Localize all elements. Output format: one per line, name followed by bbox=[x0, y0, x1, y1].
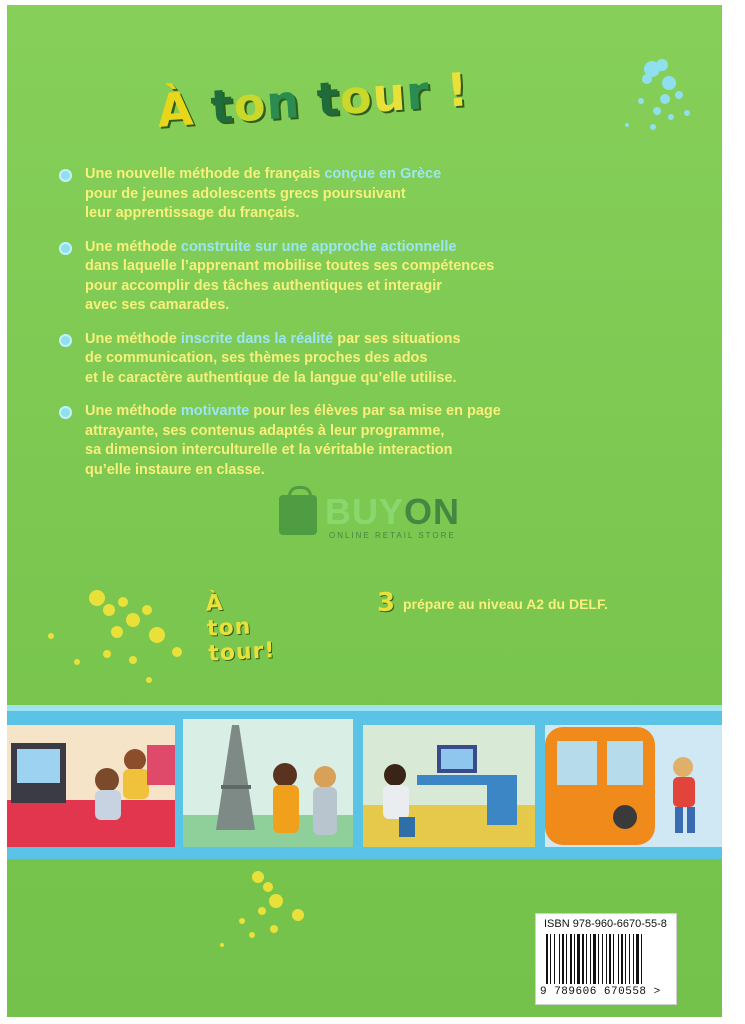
barcode-bar bbox=[566, 934, 567, 984]
title-char: u bbox=[370, 66, 409, 123]
barcode-bar bbox=[602, 934, 603, 984]
bullet-line bbox=[85, 402, 577, 422]
barcode-bar bbox=[554, 934, 555, 984]
feature-bullet bbox=[57, 402, 577, 480]
body-text: qu’elle instaure en classe. bbox=[85, 461, 265, 478]
barcode-bar bbox=[633, 934, 634, 984]
body-text: Une méthode bbox=[85, 238, 181, 255]
barcode-bar bbox=[598, 934, 599, 984]
barcode-bar bbox=[559, 934, 560, 984]
panel-living-room-illustration bbox=[7, 725, 175, 847]
bullet-dot-icon bbox=[59, 242, 72, 255]
bullet-line bbox=[85, 204, 577, 224]
watermark-brand bbox=[325, 491, 460, 533]
highlighted-text: motivante bbox=[180, 403, 250, 419]
barcode-bar bbox=[621, 934, 623, 984]
feature-bullet bbox=[57, 330, 577, 389]
barcode-bar bbox=[570, 934, 572, 984]
body-text: leur apprentissage du français. bbox=[85, 205, 300, 221]
body-text: par ses situations bbox=[333, 330, 461, 347]
panel-computer-desk-illustration bbox=[363, 725, 535, 847]
highlighted-text: inscrite dans la réalité bbox=[180, 330, 334, 347]
body-text: pour de jeunes adolescents grecs poursuivant bbox=[85, 185, 406, 202]
isbn-label: ISBN 978-960-6670-55-8 bbox=[544, 918, 667, 930]
shopping-bag-icon bbox=[279, 495, 317, 535]
bullet-line bbox=[85, 296, 577, 316]
highlighted-text: conçue en Grèce bbox=[324, 166, 442, 182]
bullet-line bbox=[85, 165, 577, 185]
barcode-bar bbox=[629, 934, 630, 984]
body-text: pour les élèves par sa mise en page bbox=[249, 403, 501, 419]
barcode-bar bbox=[593, 934, 596, 984]
body-text: dans laquelle l’apprenant mobilise toutes ses compétences bbox=[85, 258, 495, 274]
body-text: attrayante, ses contenus adaptés à leur programme, bbox=[85, 422, 445, 439]
title-char: o bbox=[231, 76, 269, 133]
barcode-bar bbox=[618, 934, 619, 984]
bullet-line bbox=[85, 277, 577, 297]
barcode-bar bbox=[641, 934, 642, 984]
barcode-bar bbox=[625, 934, 626, 984]
bullet-line bbox=[85, 238, 577, 258]
yellow-splash-decoration bbox=[37, 580, 197, 700]
body-text: pour accomplir des tâches authentiques et interagir bbox=[85, 277, 442, 294]
delf-text: prépare au niveau A2 du DELF. bbox=[403, 596, 608, 612]
barcode-bar bbox=[582, 934, 584, 984]
title-char: n bbox=[264, 73, 302, 131]
body-text: et le caractère authentique de la langue qu’elle utilise. bbox=[85, 369, 457, 386]
back-cover bbox=[7, 5, 722, 1017]
body-text: Une méthode bbox=[85, 330, 181, 347]
watermark-brand-b: ON bbox=[404, 491, 461, 532]
barcode-bar bbox=[562, 934, 564, 984]
barcode-bar bbox=[606, 934, 607, 984]
yellow-splash-decoration bbox=[212, 865, 312, 955]
panel-bus-stop-illustration bbox=[545, 725, 722, 847]
level-number: 3 bbox=[377, 588, 396, 618]
barcode-bar bbox=[546, 934, 548, 984]
barcode-digits: 9 789606 670558 > bbox=[540, 986, 661, 998]
isbn-barcode-box bbox=[535, 913, 677, 1005]
small-title bbox=[205, 588, 276, 666]
bullet-dot-icon bbox=[59, 406, 72, 419]
bullet-line bbox=[85, 330, 577, 350]
feature-bullet bbox=[57, 238, 577, 316]
illustration-strip bbox=[7, 705, 722, 865]
title-char: t bbox=[315, 71, 342, 127]
barcode-bar bbox=[613, 934, 614, 984]
feature-bullet bbox=[57, 165, 577, 224]
bullet-line bbox=[85, 185, 577, 205]
barcode-bar bbox=[636, 934, 639, 984]
buyon-watermark bbox=[277, 489, 487, 545]
bullet-line bbox=[85, 422, 577, 442]
bullet-line bbox=[85, 441, 577, 461]
bullet-line bbox=[85, 461, 577, 481]
body-text: sa dimension interculturelle et la véritable interaction bbox=[85, 442, 453, 458]
cyan-splash-decoration bbox=[607, 55, 707, 145]
body-text: Une méthode bbox=[85, 403, 181, 419]
title-char: o bbox=[338, 68, 375, 126]
barcode-bar bbox=[577, 934, 580, 984]
barcode-bar bbox=[590, 934, 591, 984]
body-text: de communication, ses thèmes proches des ados bbox=[85, 350, 428, 366]
title-char: À bbox=[155, 81, 196, 138]
barcode-bar bbox=[550, 934, 551, 984]
barcode-bar bbox=[574, 934, 575, 984]
panel-eiffel-tower-illustration bbox=[183, 719, 353, 847]
small-title-text: À ton tour! bbox=[205, 590, 277, 667]
bullet-line bbox=[85, 257, 577, 277]
body-text: Une nouvelle méthode de français bbox=[85, 166, 325, 182]
body-text: avec ses camarades. bbox=[85, 297, 230, 313]
bullet-dot-icon bbox=[59, 169, 72, 182]
title-char: r bbox=[404, 64, 432, 121]
title-char: ! bbox=[444, 62, 471, 118]
bullet-dot-icon bbox=[59, 334, 72, 347]
highlighted-text: construite sur une approche actionnelle bbox=[180, 238, 457, 255]
title-char: t bbox=[208, 78, 236, 135]
watermark-brand-a: BUY bbox=[325, 491, 405, 532]
bullet-line bbox=[85, 369, 577, 389]
barcode bbox=[544, 934, 668, 986]
barcode-bar bbox=[586, 934, 587, 984]
feature-list bbox=[57, 165, 577, 494]
watermark-tagline: ONLINE RETAIL STORE bbox=[329, 531, 456, 540]
barcode-bar bbox=[609, 934, 611, 984]
bullet-line bbox=[85, 349, 577, 369]
